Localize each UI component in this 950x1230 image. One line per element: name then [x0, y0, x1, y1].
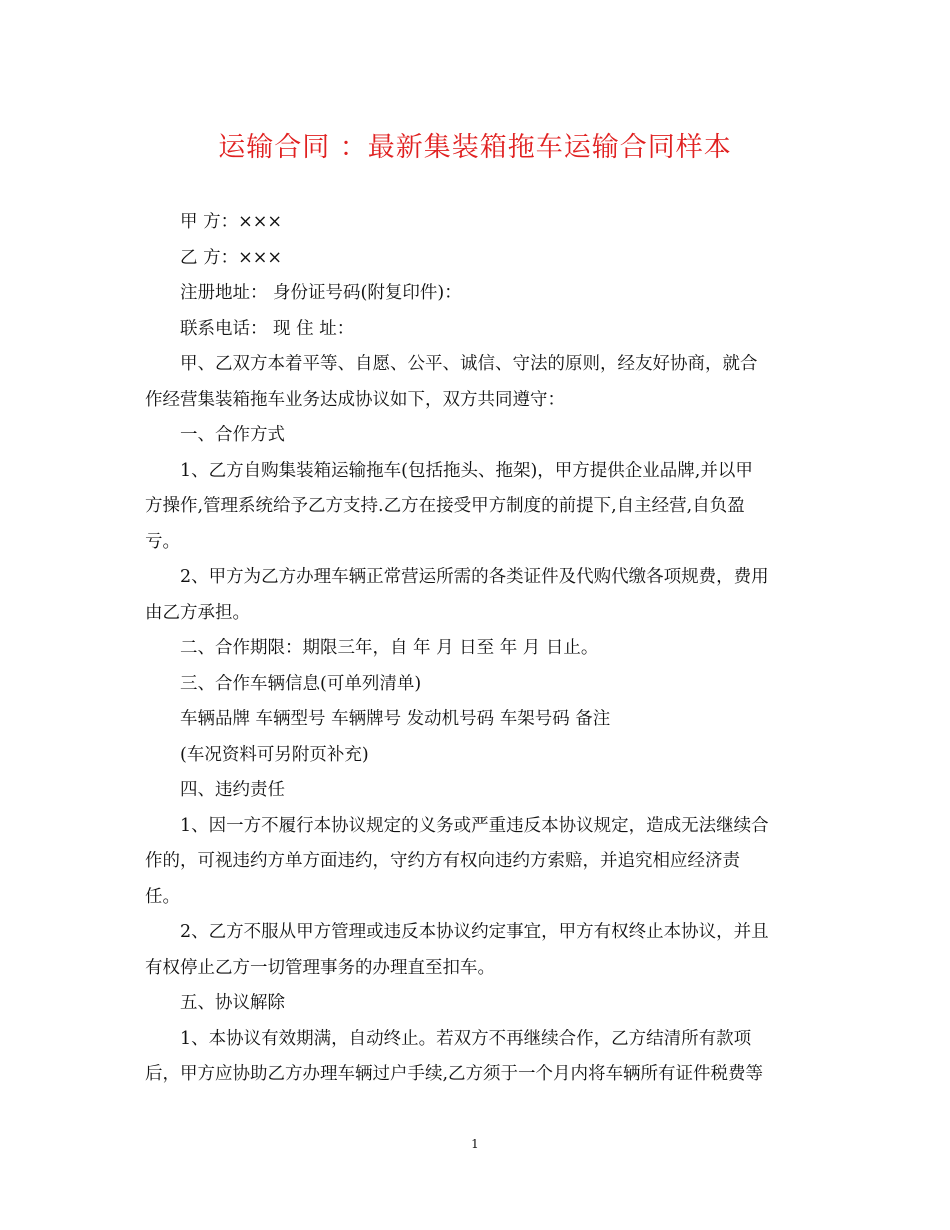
text-line: 作的，可视违约方单方面违约，守约方有权向违约方索赔，并追究相应经济责 — [145, 851, 740, 871]
text-line: 甲 方：××× — [180, 212, 283, 232]
text-line: 五、协议解除 — [180, 993, 285, 1013]
text-line: 1、乙方自购集装箱运输拖车(包括拖头、拖架)，甲方提供企业品牌,并以甲 — [180, 460, 753, 481]
text-line: 甲、乙双方本着平等、自愿、公平、诚信、守法的原则，经友好协商，就合 — [180, 354, 758, 374]
text-line: 车辆品牌 车辆型号 车辆牌号 发动机号码 车架号码 备注 — [180, 709, 611, 729]
text-line: 任。 — [145, 886, 180, 907]
text-line: 后，甲方应协助乙方办理车辆过户手续,乙方须于一个月内将车辆所有证件税费等 — [145, 1064, 764, 1084]
page-number: 1 — [471, 1137, 479, 1151]
text-line: 注册地址： 身份证号码(附复印件)： — [180, 283, 462, 303]
text-line: (车况资料可另附页补充) — [180, 744, 369, 765]
text-line: 乙 方：××× — [180, 247, 283, 268]
text-line: 由乙方承担。 — [145, 602, 250, 623]
text-line: 二、合作期限：期限三年，自 年 月 日至 年 月 日止。 — [180, 638, 599, 658]
text-line: 1、本协议有效期满，自动终止。若双方不再继续合作，乙方结清所有款项 — [180, 1028, 752, 1049]
text-line: 2、乙方不服从甲方管理或违反本协议约定事宜，甲方有权终止本协议，并且 — [180, 922, 769, 942]
text-line: 三、合作车辆信息(可单列清单) — [180, 673, 422, 694]
text-line: 亏。 — [145, 531, 180, 552]
document-body — [145, 205, 807, 1093]
document-title: 运输合同 ：最新集装箱拖车运输合同样本 — [218, 132, 732, 163]
text-line: 1、因一方不履行本协议规定的义务或严重违反本协议规定，造成无法继续合 — [180, 815, 769, 836]
text-line: 联系电话： 现 住 址： — [180, 318, 355, 339]
text-line: 方操作,管理系统给予乙方支持.乙方在接受甲方制度的前提下,自主经营,自负盈 — [145, 496, 745, 516]
text-line: 有权停止乙方一切管理事务的办理直至扣车。 — [145, 957, 495, 978]
text-line: 2、甲方为乙方办理车辆正常营运所需的各类证件及代购代缴各项规费，费用 — [180, 567, 769, 587]
text-line: 作经营集装箱拖车业务达成协议如下，双方共同遵守： — [145, 389, 565, 410]
text-line: 一、合作方式 — [180, 425, 285, 445]
text-line: 四、违约责任 — [180, 780, 285, 800]
